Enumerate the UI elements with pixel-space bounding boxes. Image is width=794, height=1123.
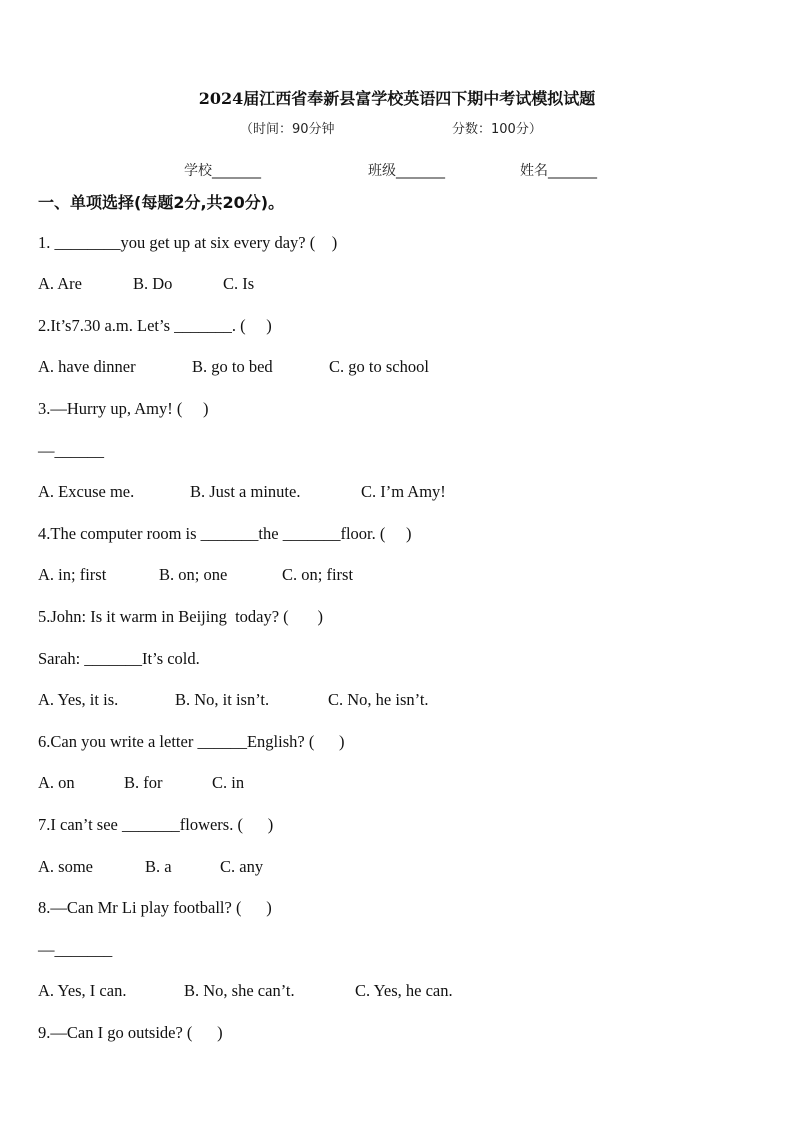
q5-option-a: A. Yes, it is. <box>38 690 119 709</box>
q5-option-b: B. No, it isn’t. <box>175 690 270 709</box>
page-title: 2024届江西省奉新县富学校英语四下期中考试模拟试题 <box>198 89 596 108</box>
name-field: 姓名_______ <box>520 163 597 179</box>
q2-option-c: C. go to school <box>329 357 429 376</box>
school-field: 学校_______ <box>184 163 261 179</box>
q3-option-b: B. Just a minute. <box>190 482 301 501</box>
q2-option-b: B. go to bed <box>192 357 273 376</box>
q2-option-a: A. have dinner <box>38 357 136 376</box>
question-9: 9.—Can I go outside? ( ) <box>38 1023 223 1042</box>
section-title: 一、单项选择(每题2分,共20分)。 <box>38 193 285 212</box>
question-6: 6.Can you write a letter ______English? ( ) <box>38 732 345 751</box>
q3-option-a: A. Excuse me. <box>38 482 135 501</box>
q7-option-c: C. any <box>220 857 264 876</box>
q3-answer-line: —______ <box>38 441 104 460</box>
q8-option-b: B. No, she can’t. <box>184 981 295 1000</box>
class-field: 班级_______ <box>368 163 445 179</box>
exam-score: 分数：100分） <box>452 122 542 137</box>
q3-option-c: C. I’m Amy! <box>361 482 446 501</box>
question-8: 8.—Can Mr Li play football? ( ) <box>38 898 272 917</box>
q1-option-b: B. Do <box>133 274 173 293</box>
q6-option-a: A. on <box>38 773 75 792</box>
question-7: 7.I can’t see _______flowers. ( ) <box>38 815 274 834</box>
q4-option-b: B. on; one <box>159 565 228 584</box>
q8-option-c: C. Yes, he can. <box>355 981 453 1000</box>
q7-option-a: A. some <box>38 857 93 876</box>
q5-option-c: C. No, he isn’t. <box>328 690 429 709</box>
exam-time: （时间：90分钟 <box>240 122 335 137</box>
question-1: 1. ________you get up at six every day? ( ) <box>38 233 338 252</box>
q8-option-a: A. Yes, I can. <box>38 981 127 1000</box>
q1-option-a: A. Are <box>38 274 82 293</box>
question-2: 2.It’s7.30 a.m. Let’s _______. ( ) <box>38 316 272 335</box>
q1-option-c: C. Is <box>223 274 255 293</box>
q4-option-c: C. on; first <box>282 565 354 584</box>
question-4: 4.The computer room is _______the _______floor. ( ) <box>38 524 412 543</box>
q6-option-c: C. in <box>212 773 245 792</box>
q7-option-b: B. a <box>145 857 172 876</box>
q6-option-b: B. for <box>124 773 163 792</box>
q4-option-a: A. in; first <box>38 565 107 584</box>
q8-answer-line: —_______ <box>38 940 113 959</box>
question-5: 5.John: Is it warm in Beijing today? ( ) <box>38 607 324 626</box>
q5-answer-line: Sarah: _______It’s cold. <box>38 649 200 668</box>
question-3: 3.—Hurry up, Amy! ( ) <box>38 399 209 418</box>
